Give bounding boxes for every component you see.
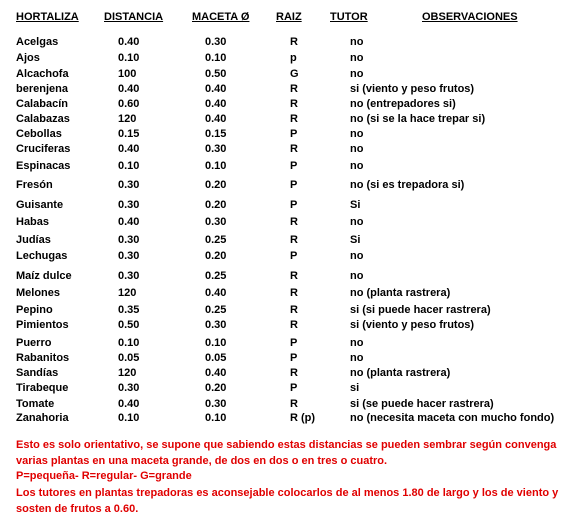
cell-distancia: 0.40 [118, 398, 140, 410]
note-orientativo: Esto es solo orientativo, se supone que sabiendo estas distancias se pueden sembrar según convenga varias plantas en una maceta grande, de dos en dos o en tres o cuatro. [16, 439, 557, 467]
cell-maceta: 0.10 [205, 337, 227, 349]
cell-observaciones: no (planta rastrera) [350, 287, 451, 299]
cell-hortaliza: Fresón [16, 179, 53, 191]
cell-maceta: 0.30 [205, 398, 227, 410]
cell-distancia: 120 [118, 113, 137, 125]
cell-distancia: 0.30 [118, 250, 140, 262]
cell-maceta: 0.30 [205, 143, 227, 155]
cell-observaciones: si [350, 382, 360, 394]
cell-hortaliza: Calabacín [16, 98, 68, 110]
cell-hortaliza: Acelgas [16, 36, 59, 48]
cell-distancia: 0.15 [118, 128, 140, 140]
cell-raiz: G [290, 68, 299, 80]
cell-maceta: 0.40 [205, 287, 227, 299]
header-hortaliza: HORTALIZA [16, 11, 79, 23]
cell-raiz: p [290, 52, 297, 64]
cell-hortaliza: Melones [16, 287, 61, 299]
cell-maceta: 0.30 [205, 216, 227, 228]
cell-raiz: R [290, 98, 298, 110]
cell-observaciones: no [350, 352, 364, 364]
cell-hortaliza: Alcachofa [16, 68, 69, 80]
cell-raiz: P [290, 199, 298, 211]
cell-maceta: 0.20 [205, 382, 227, 394]
cell-maceta: 0.10 [205, 412, 227, 424]
cell-observaciones: no (planta rastrera) [350, 367, 451, 379]
cell-raiz: P [290, 352, 298, 364]
cell-distancia: 0.10 [118, 52, 140, 64]
cell-maceta: 0.40 [205, 98, 227, 110]
cell-raiz: P [290, 337, 298, 349]
cell-hortaliza: berenjena [16, 83, 68, 95]
cell-hortaliza: Calabazas [16, 113, 70, 125]
cell-distancia: 100 [118, 68, 137, 80]
cell-observaciones: no [350, 143, 364, 155]
cell-observaciones: si (viento y peso frutos) [350, 83, 475, 95]
cell-maceta: 0.30 [205, 319, 227, 331]
cell-maceta: 0.05 [205, 352, 227, 364]
cell-hortaliza: Cruciferas [16, 143, 71, 155]
cell-hortaliza: Espinacas [16, 160, 71, 172]
cell-hortaliza: Pepino [16, 304, 53, 316]
cell-raiz: P [290, 128, 298, 140]
cell-raiz: R [290, 287, 298, 299]
cell-observaciones: no (entrepadores si) [350, 98, 456, 110]
cell-maceta: 0.25 [205, 304, 227, 316]
cell-hortaliza: Tirabeque [16, 382, 69, 394]
cell-hortaliza: Lechugas [16, 250, 68, 262]
cell-hortaliza: Cebollas [16, 128, 62, 140]
note-tutores: Los tutores en plantas trepadoras es aconsejable colocarlos de al menos 1.80 de largo y los de viento y sosten de frutos a 0.60. [16, 487, 559, 515]
cell-distancia: 0.10 [118, 160, 140, 172]
cell-raiz: R [290, 319, 298, 331]
cell-observaciones: no (si se la hace trepar si) [350, 113, 486, 125]
cell-maceta: 0.10 [205, 160, 227, 172]
cell-distancia: 0.40 [118, 83, 140, 95]
cell-raiz: R [290, 234, 298, 246]
cell-observaciones: no (necesita maceta con mucho fondo) [350, 412, 555, 424]
cell-raiz: R [290, 270, 298, 282]
cell-raiz: R [290, 143, 298, 155]
cell-hortaliza: Zanahoria [16, 412, 69, 424]
cell-distancia: 0.30 [118, 199, 140, 211]
cell-maceta: 0.20 [205, 250, 227, 262]
cell-observaciones: no [350, 128, 364, 140]
cell-raiz: R [290, 113, 298, 125]
cell-maceta: 0.25 [205, 270, 227, 282]
cell-maceta: 0.30 [205, 36, 227, 48]
cell-distancia: 0.05 [118, 352, 140, 364]
cell-observaciones: si (se puede hacer rastrera) [350, 398, 494, 410]
cell-distancia: 0.40 [118, 36, 140, 48]
cell-maceta: 0.50 [205, 68, 227, 80]
note-legend: P=pequeña- R=regular- G=grande [16, 470, 192, 482]
cell-raiz: R [290, 36, 298, 48]
cell-distancia: 120 [118, 367, 137, 379]
cell-hortaliza: Tomate [16, 398, 55, 410]
cell-raiz: P [290, 250, 298, 262]
cell-maceta: 0.40 [205, 113, 227, 125]
header-observaciones: OBSERVACIONES [422, 11, 518, 23]
cell-observaciones: no (si es trepadora si) [350, 179, 465, 191]
cell-hortaliza: Ajos [16, 52, 40, 64]
cell-distancia: 0.50 [118, 319, 140, 331]
cell-observaciones: si (viento y peso frutos) [350, 319, 475, 331]
cell-distancia: 0.10 [118, 412, 140, 424]
cell-maceta: 0.20 [205, 179, 227, 191]
cell-observaciones: no [350, 270, 364, 282]
cell-hortaliza: Judías [16, 234, 51, 246]
cell-raiz: R (p) [290, 412, 316, 424]
cell-distancia: 0.40 [118, 143, 140, 155]
header-raiz: RAIZ [276, 11, 302, 23]
cell-distancia: 0.10 [118, 337, 140, 349]
cell-hortaliza: Pimientos [16, 319, 69, 331]
cell-observaciones: Si [350, 199, 361, 211]
cell-hortaliza: Guisante [16, 199, 64, 211]
cell-maceta: 0.40 [205, 83, 227, 95]
cell-observaciones: no [350, 250, 364, 262]
cell-distancia: 0.60 [118, 98, 140, 110]
cell-hortaliza: Habas [16, 216, 50, 228]
cell-maceta: 0.20 [205, 199, 227, 211]
cell-observaciones: no [350, 36, 364, 48]
cell-raiz: P [290, 382, 298, 394]
cell-maceta: 0.25 [205, 234, 227, 246]
cell-distancia: 120 [118, 287, 137, 299]
cell-hortaliza: Puerro [16, 337, 52, 349]
cell-hortaliza: Sandías [16, 367, 59, 379]
cell-raiz: P [290, 160, 298, 172]
cell-maceta: 0.15 [205, 128, 227, 140]
cell-observaciones: no [350, 337, 364, 349]
cell-observaciones: no [350, 216, 364, 228]
cell-observaciones: Si [350, 234, 361, 246]
cell-raiz: R [290, 216, 298, 228]
cell-distancia: 0.30 [118, 382, 140, 394]
cell-raiz: R [290, 304, 298, 316]
cell-observaciones: no [350, 68, 364, 80]
cell-raiz: P [290, 179, 298, 191]
cell-maceta: 0.10 [205, 52, 227, 64]
cell-hortaliza: Maíz dulce [16, 270, 72, 282]
cell-distancia: 0.30 [118, 179, 140, 191]
cell-maceta: 0.40 [205, 367, 227, 379]
cell-distancia: 0.35 [118, 304, 140, 316]
cell-observaciones: no [350, 160, 364, 172]
cell-raiz: R [290, 367, 298, 379]
cell-hortaliza: Rabanitos [16, 352, 70, 364]
cell-raiz: R [290, 83, 298, 95]
header-tutor: TUTOR [330, 11, 368, 23]
cell-distancia: 0.30 [118, 234, 140, 246]
cell-raiz: R [290, 398, 298, 410]
cell-distancia: 0.30 [118, 270, 140, 282]
header-maceta: MACETA Ø [192, 11, 250, 23]
cell-distancia: 0.40 [118, 216, 140, 228]
header-distancia: DISTANCIA [104, 11, 164, 23]
cell-observaciones: no [350, 52, 364, 64]
cell-observaciones: si (si puede hacer rastrera) [350, 304, 491, 316]
